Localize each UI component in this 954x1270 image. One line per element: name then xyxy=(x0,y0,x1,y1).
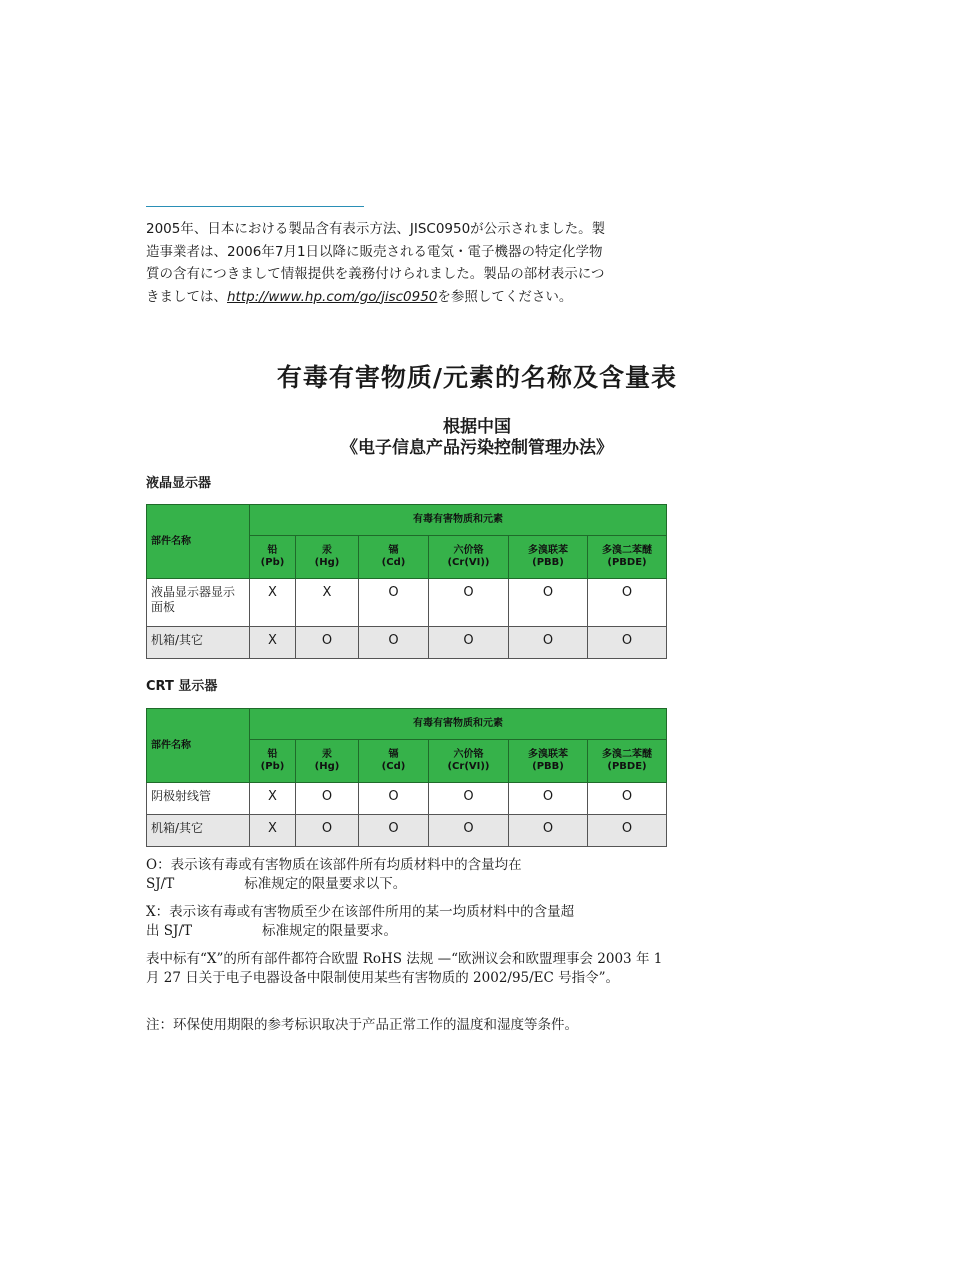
mark-cell: O xyxy=(359,783,429,815)
col-header-hg: 汞 (Hg) xyxy=(296,536,359,579)
col-header-hg: 汞 (Hg) xyxy=(296,740,359,783)
mark-cell: O xyxy=(359,627,429,659)
mark-cell: O xyxy=(296,627,359,659)
section-divider xyxy=(146,206,364,207)
subtitle-line-1: 根据中国 xyxy=(443,417,511,437)
col-header-pbb: 多溴联苯 (PBB) xyxy=(509,536,588,579)
mark-cell: O xyxy=(588,627,667,659)
jp-note-tail: を参照してください。 xyxy=(437,288,573,305)
col-header-pbde: 多溴二苯醚 (PBDE) xyxy=(588,740,667,783)
col-header-part-name: 部件名称 xyxy=(147,709,250,783)
mark-cell: O xyxy=(429,579,509,627)
col-header-cd: 镉 (Cd) xyxy=(359,740,429,783)
japan-disclosure-note xyxy=(146,218,616,308)
row-name: 液晶显示器显示面板 xyxy=(147,579,250,627)
mark-cell: O xyxy=(509,815,588,847)
mark-cell: O xyxy=(588,783,667,815)
hazard-table-lcd xyxy=(146,504,667,659)
mark-cell: O xyxy=(359,579,429,627)
mark-cell: O xyxy=(588,579,667,627)
mark-cell: X xyxy=(250,815,296,847)
mark-cell: X xyxy=(250,783,296,815)
col-header-group: 有毒有害物质和元素 xyxy=(250,709,667,740)
mark-cell: X xyxy=(296,579,359,627)
note-rohs: 表中标有“X”的所有部件都符合欧盟 RoHS 法规 —“欧洲议会和欧盟理事会 2003 年 1 月 27 日关于电子电器设备中限制使用某些有害物质的 2002/95/EC 号指令”。 xyxy=(146,951,663,986)
col-header-pbde: 多溴二苯醚 (PBDE) xyxy=(588,536,667,579)
row-name: 阴极射线管 xyxy=(147,783,250,815)
row-name: 机箱/其它 xyxy=(147,815,250,847)
subtitle-line-2: 《电子信息产品污染控制管理办法》 xyxy=(341,438,613,458)
note-environment: 注：环保使用期限的参考标识取决于产品正常工作的温度和湿度等条件。 xyxy=(146,1017,578,1033)
col-header-pb: 铅 (Pb) xyxy=(250,536,296,579)
hazard-table-crt xyxy=(146,708,667,847)
table-row xyxy=(147,579,667,627)
col-header-cr6: 六价铬 (Cr(VI)) xyxy=(429,740,509,783)
jisc-link[interactable]: http://www.hp.com/go/jisc0950 xyxy=(227,288,438,305)
mark-cell: X xyxy=(250,579,296,627)
mark-cell: X xyxy=(250,627,296,659)
col-header-pbb: 多溴联苯 (PBB) xyxy=(509,740,588,783)
mark-cell: O xyxy=(509,579,588,627)
table-row xyxy=(147,815,667,847)
mark-cell: O xyxy=(359,815,429,847)
table-row xyxy=(147,627,667,659)
jp-note-text: 2005年、日本における製品含有表示方法、JISC0950が公示されました。製造事業者は、2006年7月1日以降に販売される電気・電子機器の特定化学物質の含有につきまして情報提供を義務付けられました。製品の部材表示につきましては、 xyxy=(146,221,606,305)
mark-cell: O xyxy=(588,815,667,847)
section-label-crt: CRT 显示器 xyxy=(146,679,218,694)
table-row xyxy=(147,783,667,815)
section-label-lcd: 液晶显示器 xyxy=(146,476,212,491)
col-header-group: 有毒有害物质和元素 xyxy=(250,505,667,536)
note-o-definition: O：表示该有毒或有害物质在该部件所有均质材料中的含量均在 SJ/T 标准规定的限量要求以下。 xyxy=(146,857,522,892)
note-x-definition: X：表示该有毒或有害物质至少在该部件所用的某一均质材料中的含量超 出 SJ/T 标准规定的限量要求。 xyxy=(146,904,575,939)
mark-cell: O xyxy=(429,815,509,847)
mark-cell: O xyxy=(509,627,588,659)
mark-cell: O xyxy=(509,783,588,815)
col-header-part-name: 部件名称 xyxy=(147,505,250,579)
mark-cell: O xyxy=(296,815,359,847)
col-header-cd: 镉 (Cd) xyxy=(359,536,429,579)
col-header-cr6: 六价铬 (Cr(VI)) xyxy=(429,536,509,579)
col-header-pb: 铅 (Pb) xyxy=(250,740,296,783)
page-title: 有毒有害物质/元素的名称及含量表 xyxy=(276,363,678,392)
row-name: 机箱/其它 xyxy=(147,627,250,659)
mark-cell: O xyxy=(429,783,509,815)
mark-cell: O xyxy=(296,783,359,815)
mark-cell: O xyxy=(429,627,509,659)
